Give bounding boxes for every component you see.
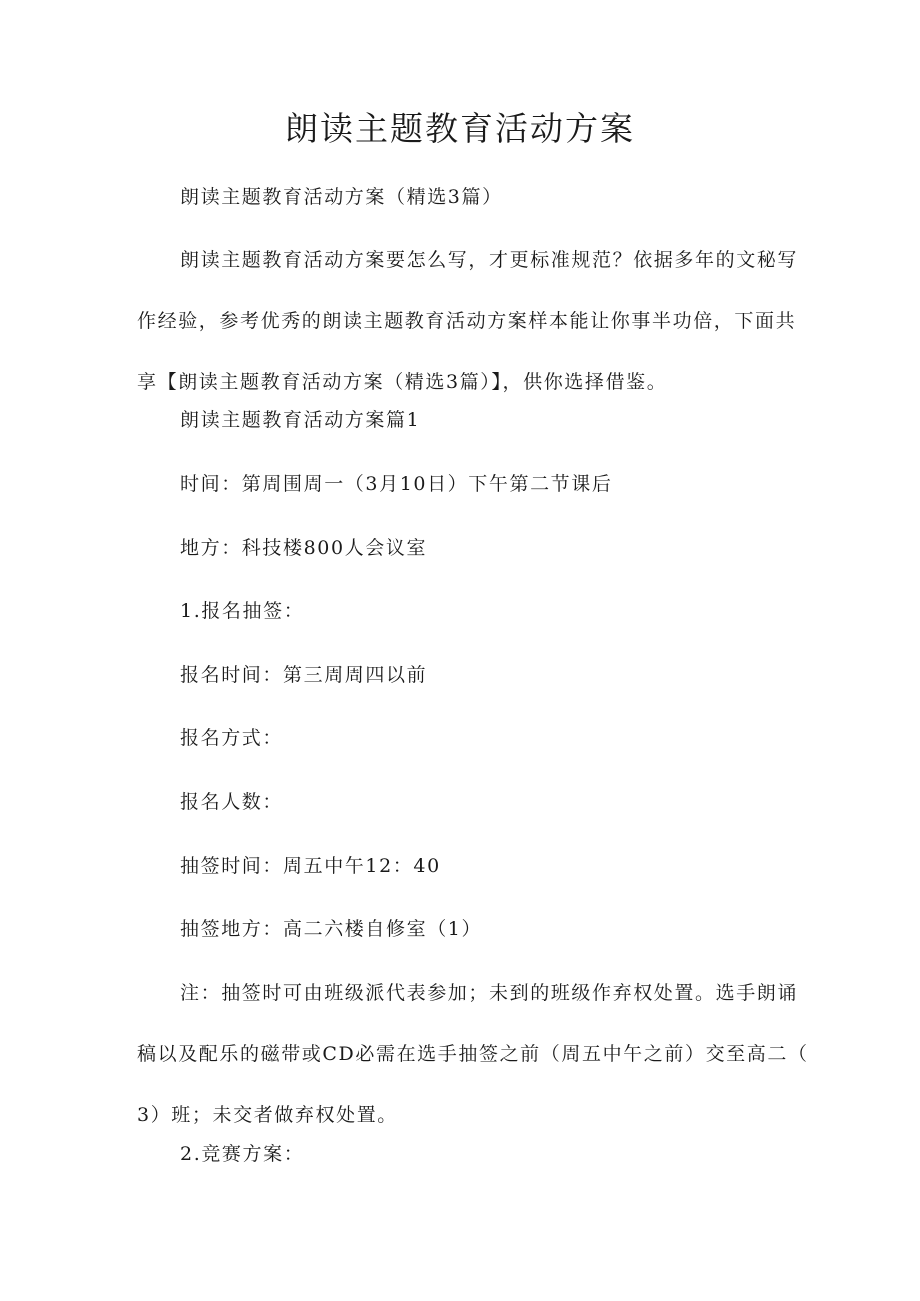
- draw-time: 抽签时间：周五中午12：40: [180, 855, 441, 877]
- document-subtitle: 朗读主题教育活动方案（精选3篇）: [180, 186, 503, 208]
- note-line: 稿以及配乐的磁带或CD必需在选手抽签之前（周五中午之前）交至高二（: [137, 1043, 809, 1065]
- intro-line: 享【朗读主题教育活动方案（精选3篇）】，供你选择借鉴。: [137, 371, 668, 393]
- document-title: 朗读主题教育活动方案: [285, 109, 635, 148]
- note-line: 3）班；未交者做弃权处置。: [137, 1104, 398, 1126]
- intro-line: 朗读主题教育活动方案要怎么写，才更标准规范？依据多年的文秘写: [180, 249, 799, 271]
- place-line: 地方：科技楼800人会议室: [180, 537, 428, 559]
- draw-place: 抽签地方：高二六楼自修室（1）: [180, 918, 483, 940]
- note-paragraph: [137, 963, 809, 1146]
- section-heading: 朗读主题教育活动方案篇1: [180, 409, 421, 431]
- item1-heading: 1.报名抽签：: [180, 600, 305, 622]
- signup-count: 报名人数：: [180, 791, 284, 813]
- signup-time: 报名时间：第三周周四以前: [180, 664, 428, 686]
- time-line: 时间：第周围周一（3月10日）下午第二节课后: [180, 473, 613, 495]
- signup-method: 报名方式：: [180, 727, 284, 749]
- item2-heading: 2.竞赛方案：: [180, 1143, 305, 1165]
- note-line: 注：抽签时可由班级派代表参加；未到的班级作弃权处置。选手朗诵: [180, 982, 799, 1004]
- intro-paragraph: [137, 230, 799, 413]
- intro-line: 作经验，参考优秀的朗读主题教育活动方案样本能让你事半功倍，下面共: [137, 310, 797, 332]
